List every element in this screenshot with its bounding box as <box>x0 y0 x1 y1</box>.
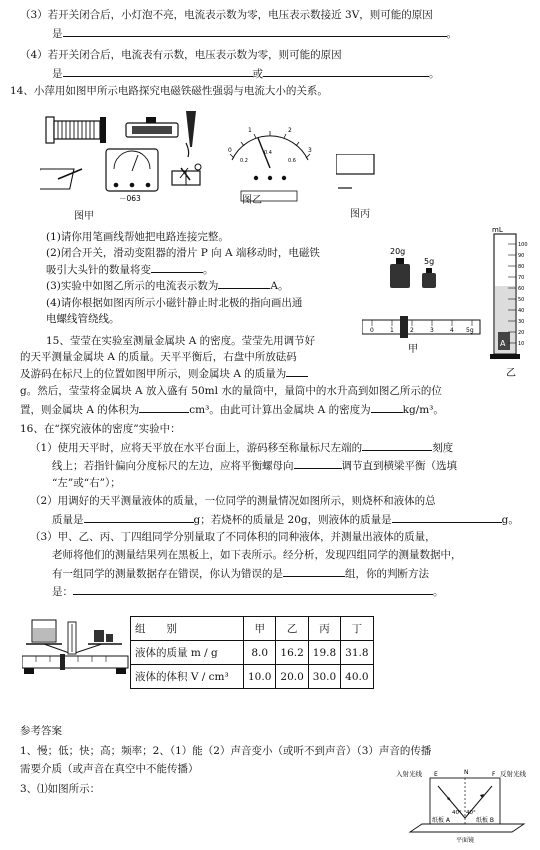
q15-line5-unit: kg/m³。 <box>402 404 444 416</box>
table-cell: 16.2 <box>276 641 308 665</box>
q14-sub1: (1)请你用笔画线帮她把电路连接完整。 <box>46 231 229 243</box>
dial-tick-label: 3 <box>308 147 312 154</box>
table-cell: 20.0 <box>276 665 308 689</box>
nail-icon <box>186 111 196 157</box>
q15-line3-text: 及游码在标尺上的位置如图甲所示，则金属块 A 的质量为 <box>20 368 287 380</box>
letter-e: E <box>434 771 438 778</box>
answers-line3: 3、⑴如图所示： <box>20 783 101 795</box>
balance-base <box>22 656 128 668</box>
scale-number: 4 <box>450 327 454 334</box>
cylinder-tick: 100 <box>518 242 528 248</box>
q15-line1: 15、莹莹在实验室测量金属块 A 的密度。莹莹先用调节好 <box>46 335 316 347</box>
q16-zero-blank[interactable] <box>362 440 432 451</box>
weight-5g-icon <box>422 268 436 288</box>
q16-line5-unit: g。 <box>501 514 519 526</box>
q13-part4-blank1[interactable] <box>63 66 253 77</box>
weights-icon <box>94 630 113 642</box>
switch-icon <box>40 169 82 189</box>
table-cell: 8.0 <box>244 641 276 665</box>
scale-number: 3 <box>430 327 434 334</box>
q13-part4-line2 <box>52 66 440 81</box>
q14-figure-c-caption: 图丙 <box>350 209 370 220</box>
q16-liquid-mass-blank[interactable] <box>392 512 502 523</box>
q15-line5 <box>20 402 444 417</box>
q16-direction-blank[interactable] <box>294 458 342 469</box>
rider-icon <box>60 654 65 670</box>
q14-sub2-line1: (2)闭合开关，滑动变阻器的滑片 P 向 A 端移动时，电磁铁 <box>46 247 320 259</box>
reflected-ray-label: 反射光线 <box>500 770 526 778</box>
dial-sub-label: 0.6 <box>288 158 296 164</box>
cylinder-unit: mL <box>492 226 503 234</box>
q16-line2-text: 线上；若指针偏向分度标尺的左边，应将平衡螺母向 <box>52 460 294 472</box>
weight-20g-label: 20g <box>390 247 406 256</box>
q15-line5-text1: 置，则金属块 A 的体积为 <box>20 404 140 416</box>
table-row-label: 液体的体积 V / cm³ <box>131 665 244 689</box>
q15-density-blank[interactable] <box>371 402 403 413</box>
q13-part3-line1: （3）若开关闭合后，小灯泡不亮，电流表示数为零，电压表示数接近 3V，则可能的原因 <box>20 9 433 21</box>
q14-sub3-blank[interactable] <box>218 278 270 289</box>
q15-line3 <box>20 366 308 381</box>
q16-line1 <box>30 440 453 455</box>
q14-sub4-line1: (4)请你根据如图丙所示小磁针静止时北极的指向画出通 <box>46 297 303 309</box>
q16-line9 <box>52 584 444 599</box>
reflection-diagram <box>396 766 536 846</box>
q14-sub2-line2 <box>46 262 214 277</box>
table-row <box>131 665 374 689</box>
weight-5g-label: 5g <box>424 257 435 266</box>
q16-line5-text2: g；若烧杯的质量是 20g，则液体的质量是 <box>193 514 392 526</box>
q13-part3-blank[interactable] <box>63 26 447 37</box>
q13-part4-shi: 是 <box>52 68 63 80</box>
q15-mass-blank[interactable] <box>286 366 308 377</box>
q15-cylinder-figure <box>488 220 534 380</box>
q16-line2-tail: 调节直到横梁平衡（选填 <box>341 460 457 472</box>
q15-line5-text2: cm³。由此可计算出金属块 A 的密度为 <box>189 404 371 416</box>
q16-line1-text: （1）使用天平时，应将天平放在水平台面上，游码移至称量标尺左端的 <box>30 442 363 454</box>
board-a-label: 纸板 A <box>432 817 451 824</box>
table-header-cell: 乙 <box>276 617 308 641</box>
scale-number: 2 <box>410 327 414 334</box>
q16-line1-tail: 刻度 <box>432 442 454 454</box>
answers-heading: 参考答案 <box>20 725 62 737</box>
q13-part4-period: 。 <box>429 68 440 80</box>
table-cell: 40.0 <box>341 665 373 689</box>
q16-line9-period: 。 <box>433 586 444 598</box>
q14-sub2-period: 。 <box>203 264 214 276</box>
plane-mirror <box>410 824 524 832</box>
scale-number: 0 <box>370 327 374 334</box>
scale-number: 1 <box>390 327 394 334</box>
q14-sub2-text: 吸引大头针的数量将变 <box>46 264 151 276</box>
cylinder-tick: 50 <box>518 297 525 303</box>
mirror-label: 平面镜 <box>456 837 475 844</box>
q13-part3-shi: 是 <box>52 28 63 40</box>
q13-part4-or: 或 <box>252 68 263 80</box>
cylinder-tick: 10 <box>518 341 525 347</box>
q16-line5-text1: 质量是 <box>52 514 84 526</box>
table-header-cell: 丙 <box>308 617 340 641</box>
table-cell: 31.8 <box>341 641 373 665</box>
dial-sub-label: 0.4 <box>264 150 272 156</box>
q13-part4-line1: （4）若开关闭合后，电流表有示数，电压表示数为零，则可能的原因 <box>20 49 342 61</box>
q15-volume-blank[interactable] <box>139 402 189 413</box>
metal-block-label: A <box>500 339 506 348</box>
angle-left-label: 40° <box>452 810 462 816</box>
q16-line8-tail: 组，你的判断方法 <box>345 568 429 580</box>
cylinder-tick: 70 <box>518 275 525 281</box>
q16-line4: （2）用调好的天平测量液体的质量，一位同学的测量情况如图所示，则烧杯和液体的总 <box>30 495 436 507</box>
table-header-cell: 组 别 <box>131 617 244 641</box>
answers-line1: 1、慢；低；快；高；频率；2、（1）能（2）声音变小（或听不到声音）（3）声音的传播 <box>20 745 432 757</box>
scale-number: 5g <box>466 327 474 334</box>
q15-balance-figure <box>362 246 482 356</box>
q14-sub4-line2: 电螺线管绕线。 <box>46 313 120 325</box>
incident-ray-label: 入射光线 <box>396 770 422 778</box>
q14-circuit-figure <box>40 103 220 215</box>
q14-sub2-blank[interactable] <box>151 262 203 273</box>
electromagnet-icon <box>46 117 106 143</box>
rider-icon <box>400 316 408 338</box>
q14-sub3 <box>46 278 288 293</box>
letter-n: N <box>464 769 469 776</box>
table-cell: 30.0 <box>308 665 340 689</box>
q16-wrong-group-blank[interactable] <box>283 566 345 577</box>
cylinder-tick: 40 <box>518 308 525 314</box>
q16-line6: （3）甲、乙、丙、丁四组同学分别量取了不同体积的同种液体，并测量出液体的质量， <box>30 531 436 543</box>
q16-line3: “左”或“右”）； <box>52 477 121 489</box>
table-row <box>131 641 374 665</box>
q15-line2: 的天平测量金属块 A 的质量。天平平衡后，右盘中所放砝码 <box>20 351 297 363</box>
q16-line7: 老师将他们的测量结果列在黑板上，如下表所示。经分析，发现四组同学的测量数据中， <box>52 549 462 561</box>
q14-title: 14、小萍用如图甲所示电路探究电磁铁磁性强弱与电流大小的关系。 <box>10 85 328 97</box>
table-header-row <box>131 617 374 641</box>
beam-scale <box>362 320 480 334</box>
q14-sub3-text: (3)实验中如图乙所示的电流表示数为 <box>46 280 219 292</box>
q14-figure-a-caption: 图甲 <box>74 211 94 222</box>
answers-line2: 需要介质（或声音在真空中不能传播） <box>20 763 199 775</box>
q16-data-table <box>130 616 374 689</box>
q16-line9-text: 是： <box>52 586 73 598</box>
dial-tick-label: 0 <box>228 147 232 154</box>
letter-f: F <box>492 771 496 778</box>
q16-line2 <box>52 458 457 473</box>
q14-figure-b-caption: 图乙 <box>242 195 262 206</box>
q15-figure-a-caption: 甲 <box>408 344 418 355</box>
table-header-cell: 甲 <box>244 617 276 641</box>
cylinder-tick: 80 <box>518 264 525 270</box>
q16-title: 16、在“探究液体的密度”实验中： <box>20 423 181 435</box>
dial-sub-label: 0.2 <box>240 158 248 164</box>
magnetic-needle-icon <box>178 166 192 182</box>
q13-part3-period: 。 <box>446 28 457 40</box>
q16-line5 <box>52 512 519 527</box>
beaker-icon <box>32 620 56 642</box>
cylinder-tick: 90 <box>518 253 525 259</box>
dial-tick-label: 1 <box>248 127 252 134</box>
table-cell: 10.0 <box>244 665 276 689</box>
cylinder-tick: 20 <box>518 330 525 336</box>
q16-line8 <box>52 566 429 581</box>
q16-balance-figure <box>22 614 130 676</box>
q14-sub3-unit: A。 <box>270 280 289 292</box>
rheostat-icon <box>126 117 178 137</box>
q14-ammeter-dial-figure <box>222 118 318 188</box>
q15-figure-b-caption: 乙 <box>506 368 516 379</box>
q16-method-blank[interactable] <box>73 584 433 595</box>
ammeter-terminal-labels: －063 <box>119 194 141 203</box>
q16-line8-text: 有一组同学的测量数据存在错误，你认为错误的是 <box>52 568 283 580</box>
table-header-cell: 丁 <box>341 617 373 641</box>
q13-part4-blank2[interactable] <box>263 66 429 77</box>
cylinder-tick: 60 <box>518 286 525 292</box>
weight-20g-icon <box>390 258 410 288</box>
q13-part3-line2 <box>52 26 457 41</box>
angle-right-label: 40° <box>466 810 476 816</box>
cylinder-tick: 30 <box>518 319 525 325</box>
board-b-label: 纸板 B <box>476 817 495 824</box>
dial-tick-label: 2 <box>288 127 292 134</box>
ammeter-icon <box>106 149 158 191</box>
q14-solenoid-figure <box>336 154 376 196</box>
table-row-label: 液体的质量 m / g <box>131 641 244 665</box>
q15-line4: g。然后，莹莹将金属块 A 放入盛有 50ml 水的量筒中，量筒中的水升高到如图乙所示的位 <box>20 385 442 397</box>
q16-total-mass-blank[interactable] <box>84 512 194 523</box>
table-cell: 19.8 <box>308 641 340 665</box>
